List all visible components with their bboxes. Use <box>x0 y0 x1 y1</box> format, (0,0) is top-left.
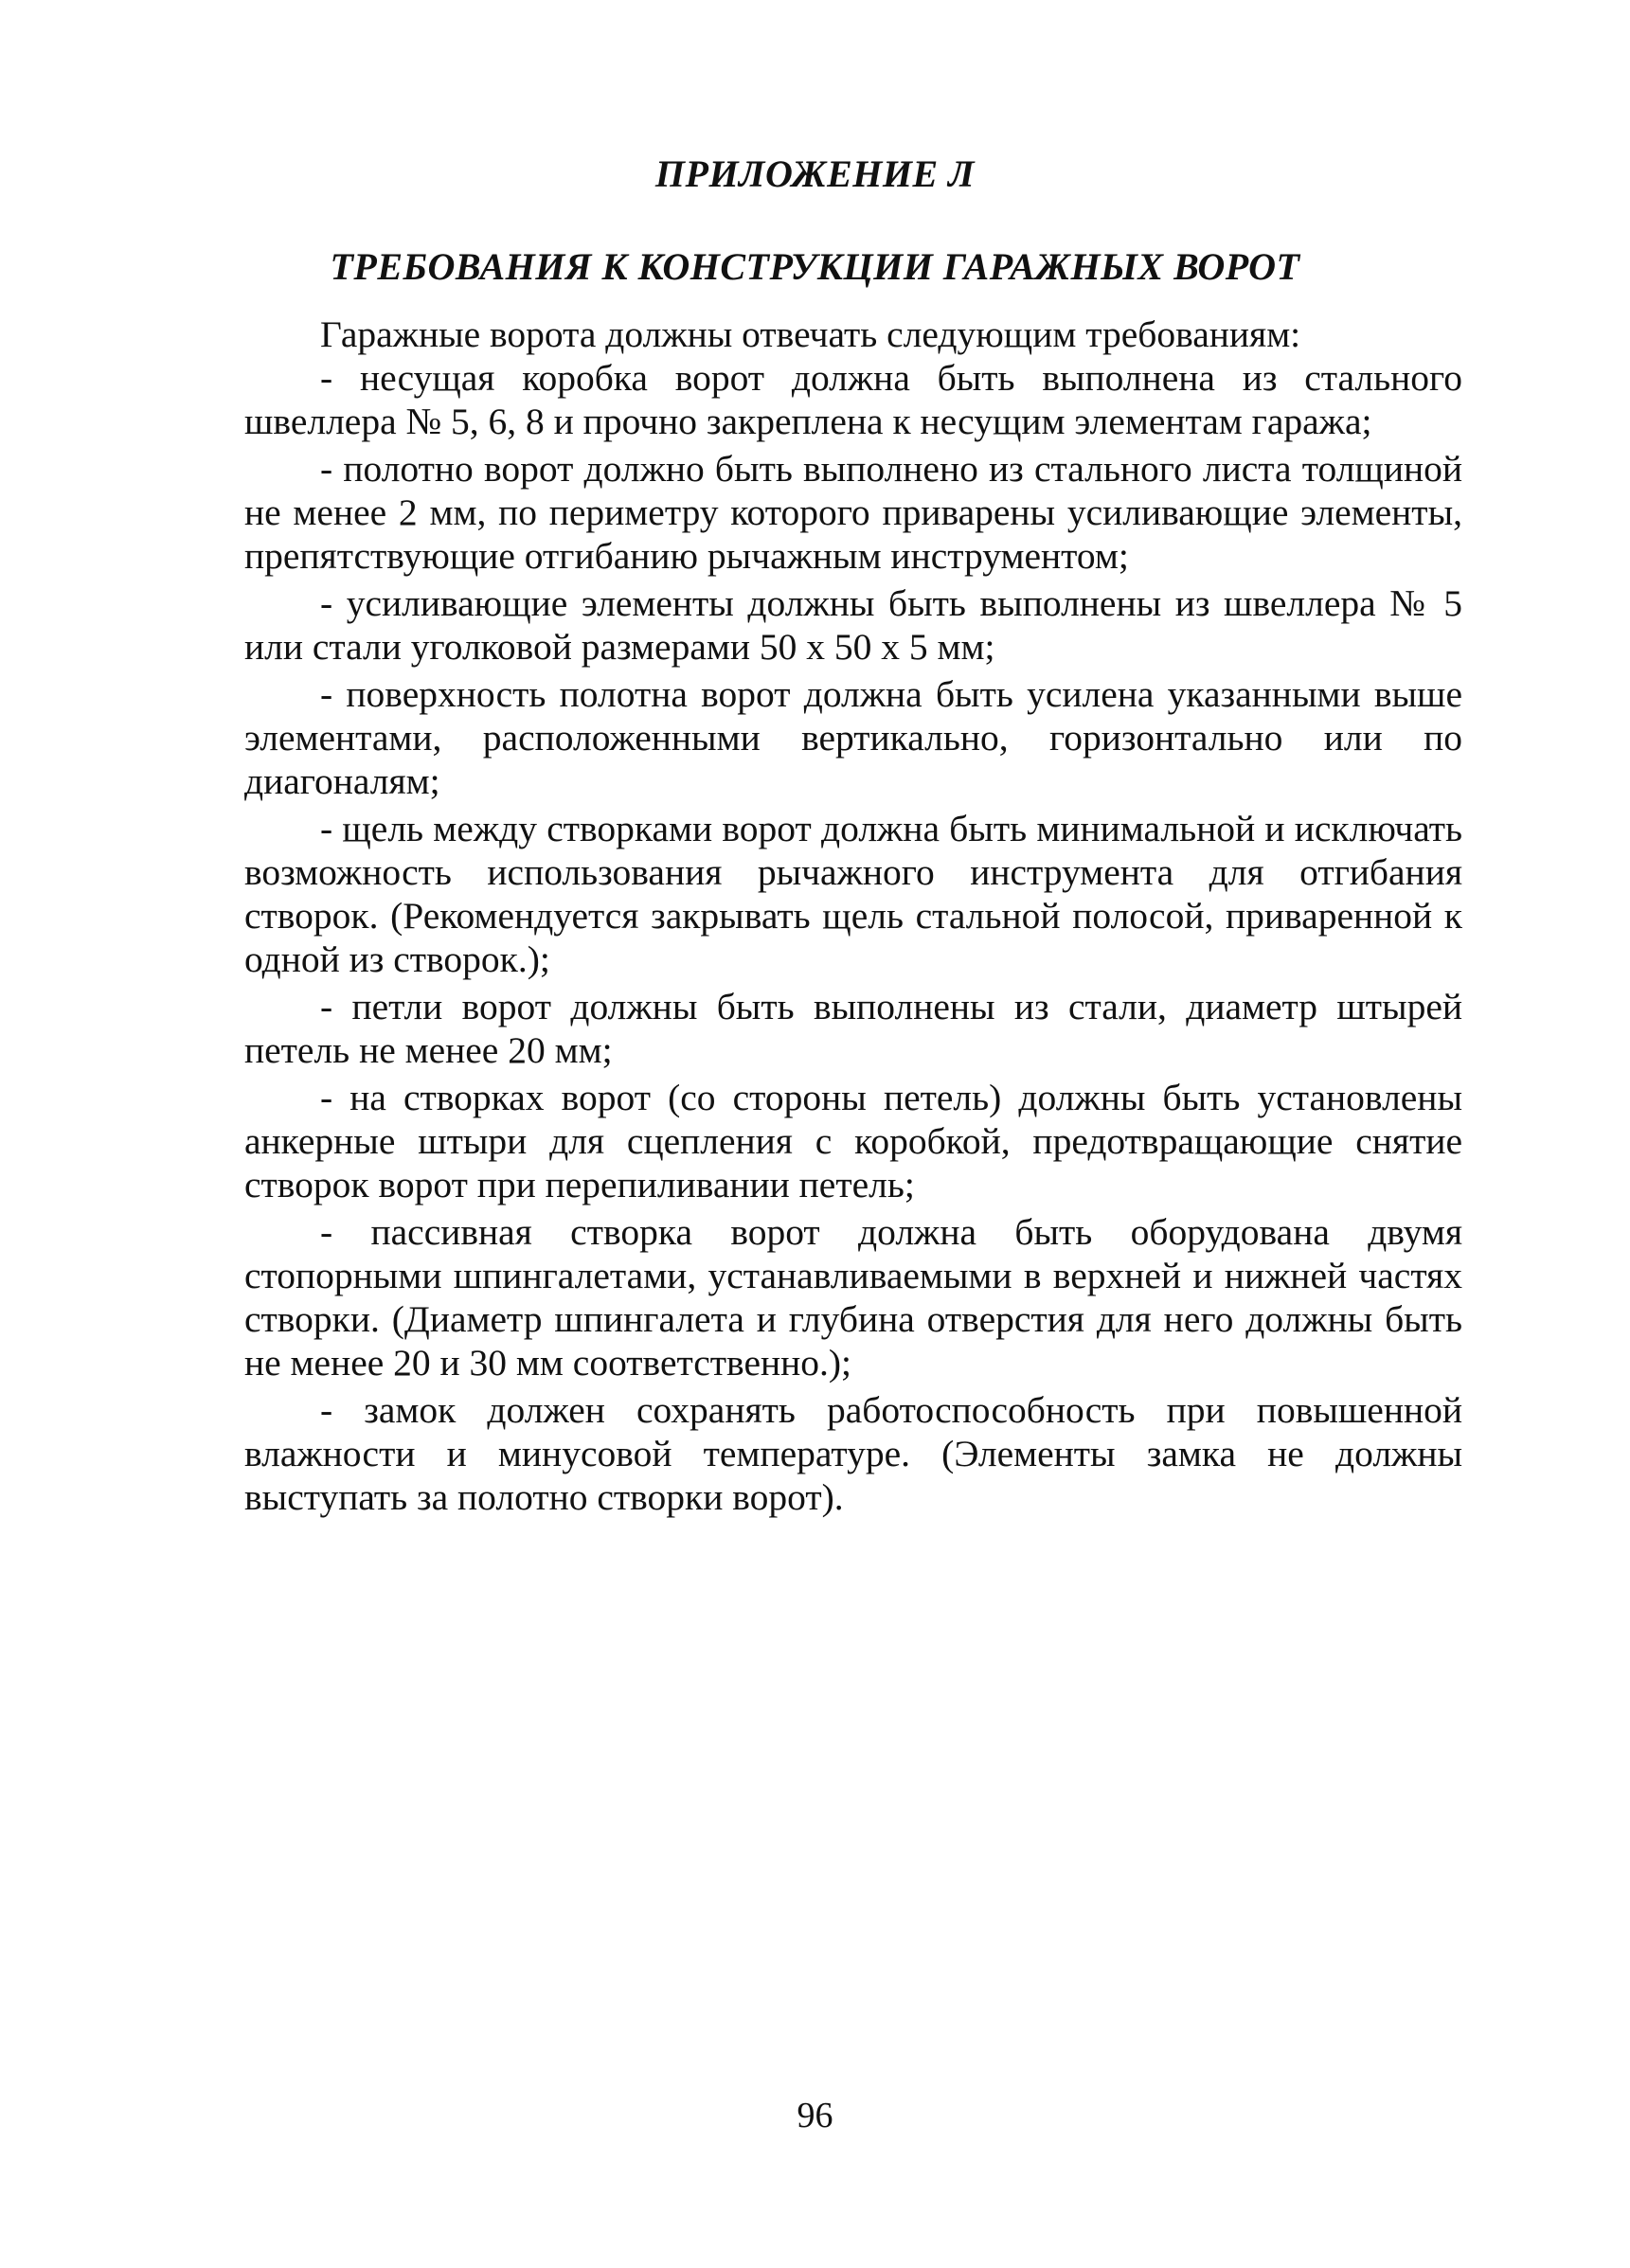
requirement-item: - полотно ворот должно быть выполнено из стального листа толщиной не менее 2 мм, по периметру которого приварены усиливающие элементы, препятствующие отгибанию рычажным инструментом; <box>244 448 1462 577</box>
requirement-item: - усиливающие элементы должны быть выполнены из швеллера № 5 или стали уголковой размерами 50 х 50 х 5 мм; <box>244 582 1462 668</box>
requirement-item: - замок должен сохранять работоспособность при повышенной влажности и минусовой температуре. (Элементы замка не должны выступать за полотно створки ворот). <box>244 1389 1462 1518</box>
requirement-item: - щель между створками ворот должна быть минимальной и исключать возможность использования рычажного инструмента для отгибания створок. (Рекомендуется закрывать щель стальной полосой, приваренной к одной из створок.); <box>244 808 1462 980</box>
section-title: ТРЕБОВАНИЯ К КОНСТРУКЦИИ ГАРАЖНЫХ ВОРОТ <box>330 245 1300 288</box>
requirement-item: - на створках ворот (со стороны петель) должны быть установлены анкерные штыри для сцепления с коробкой, предотвращающие снятие створок ворот при перепиливании петель; <box>244 1077 1462 1205</box>
body-text <box>244 313 1462 1523</box>
requirement-item: - поверхность полотна ворот должна быть усилена указанными выше элементами, расположенными вертикально, горизонтально или по диагоналям; <box>244 673 1462 802</box>
appendix-title: ПРИЛОЖЕНИЕ Л <box>654 152 976 195</box>
requirement-item: - пассивная створка ворот должна быть оборудована двумя стопорными шпингалетами, устанавливаемыми в верхней и нижней частях створки. (Диаметр шпингалета и глубина отверстия для него должны быть не менее 20 и 30 мм соответственно.); <box>244 1211 1462 1384</box>
requirement-item: - несущая коробка ворот должна быть выполнена из стального швеллера № 5, 6, 8 и прочно закреплена к несущим элементам гаража; <box>244 357 1462 442</box>
page-number: 96 <box>797 2096 833 2135</box>
intro-paragraph: Гаражные ворота должны отвечать следующим требованиям: <box>320 313 1301 355</box>
requirement-item: - петли ворот должны быть выполнены из стали, диаметр штырей петель не менее 20 мм; <box>244 986 1462 1071</box>
